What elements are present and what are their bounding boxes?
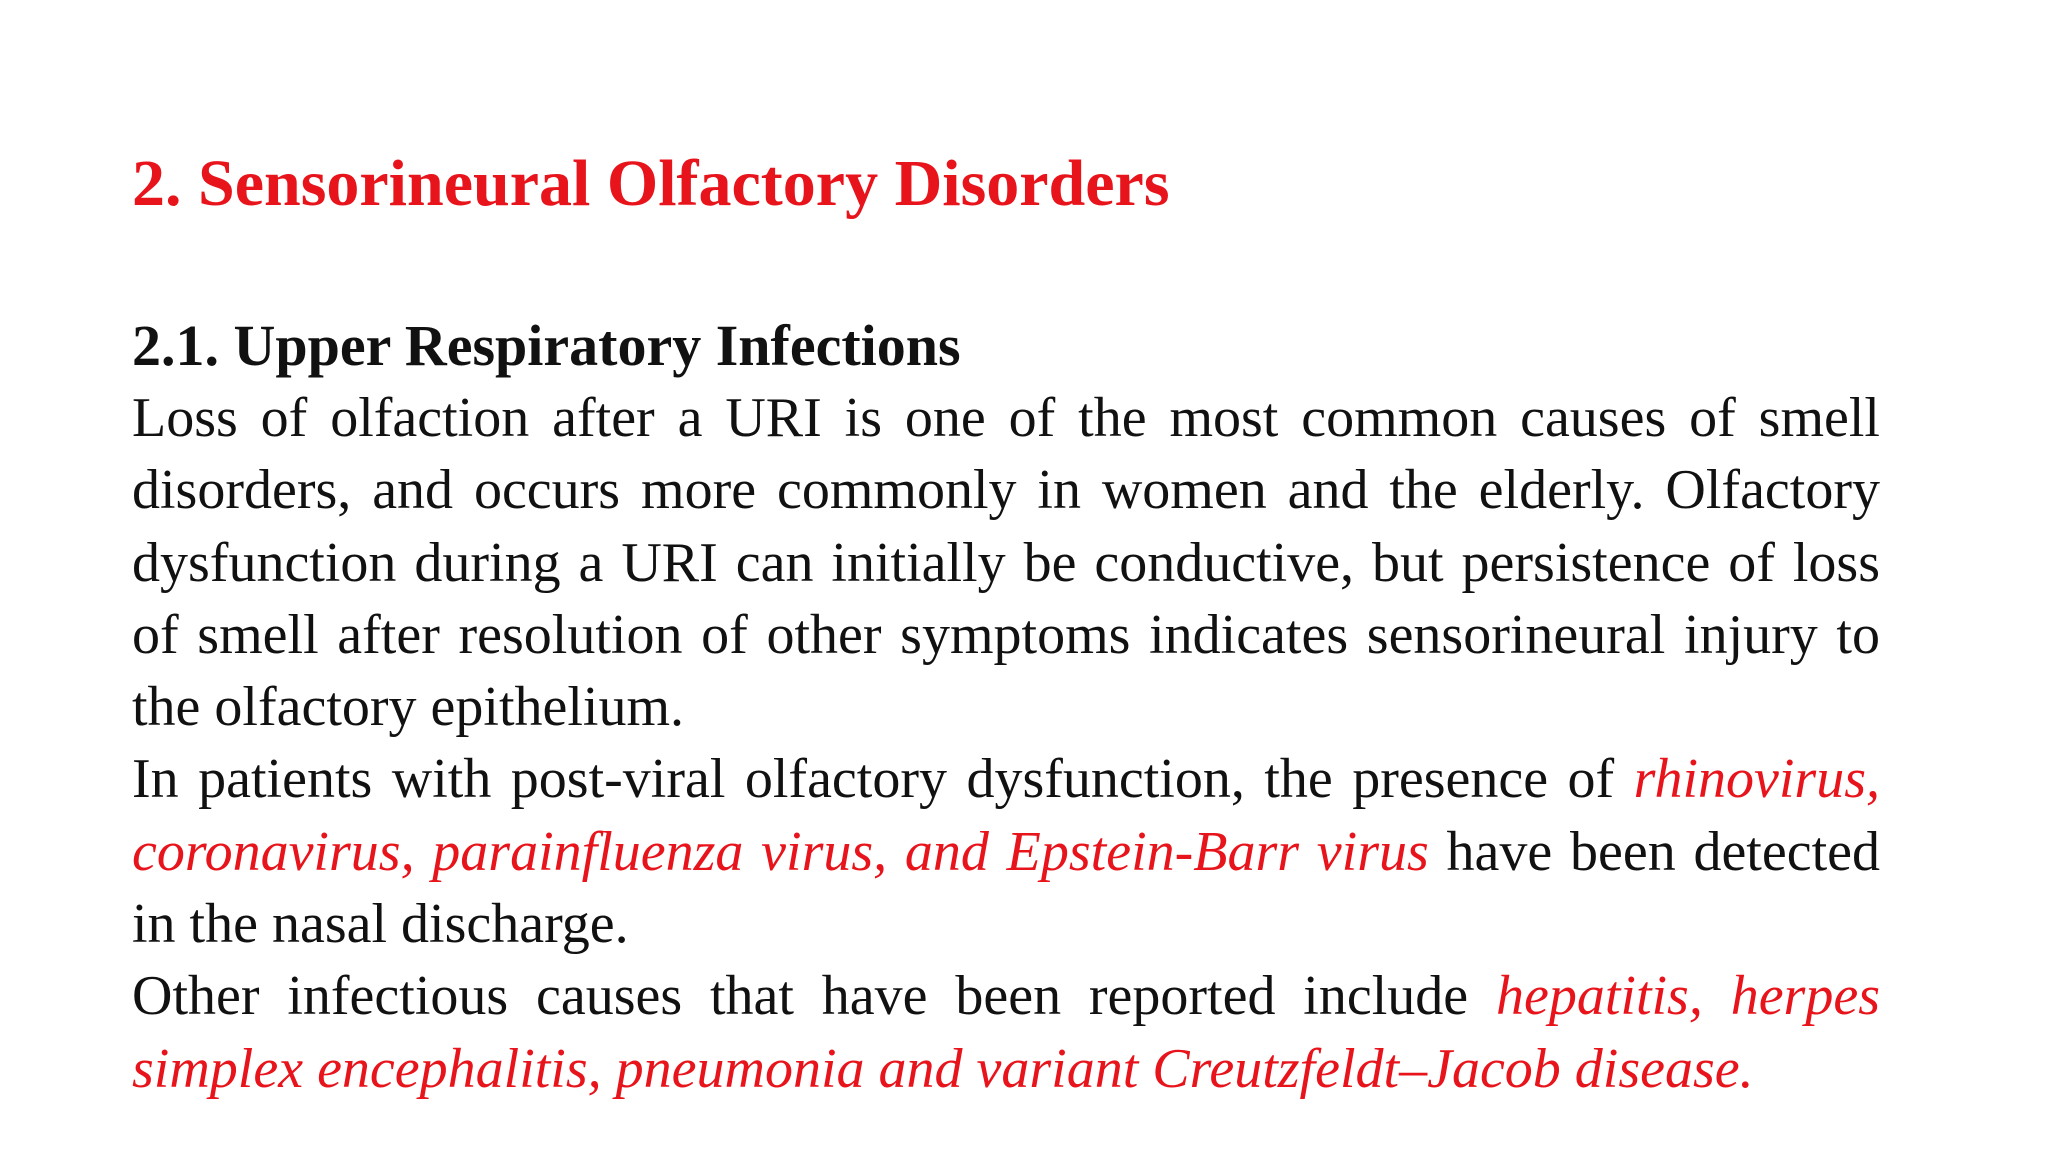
paragraph-other-causes	[132, 960, 1880, 1105]
paragraph-other-causes-intro: Other infectious causes that have been reported include	[132, 965, 1496, 1028]
slide-content	[132, 310, 1880, 1105]
other-causes-highlight: hepatitis, herpes simplex encephalitis, pneumonia and variant Creutzfeldt–Jacob disease.	[132, 965, 1880, 1100]
paragraph-uri-overview	[132, 382, 1880, 743]
paragraph-viruses	[132, 743, 1880, 960]
virus-list-highlight: rhinovirus, coronavirus, parainfluenza virus, and Epstein-Barr virus	[132, 748, 1880, 883]
section-heading: 2.1. Upper Respiratory Infections	[132, 313, 961, 378]
slide-title: 2. Sensorineural Olfactory Disorders	[132, 147, 1170, 220]
paragraph-viruses-end: have been detected in the nasal discharge.	[132, 820, 1880, 956]
paragraph-uri-overview-text: Loss of olfaction after a URI is one of the most common causes of smell disorders, and occurs more commonly in women and the elderly. Olfactory dysfunction during a URI can initially be conductive, but persistence of loss of smell after resolution of other symptoms indicates sensorineural injury to the olfactory epithelium.	[132, 387, 1880, 739]
paragraph-viruses-intro: In patients with post-viral olfactory dysfunction, the presence of	[132, 748, 1634, 811]
